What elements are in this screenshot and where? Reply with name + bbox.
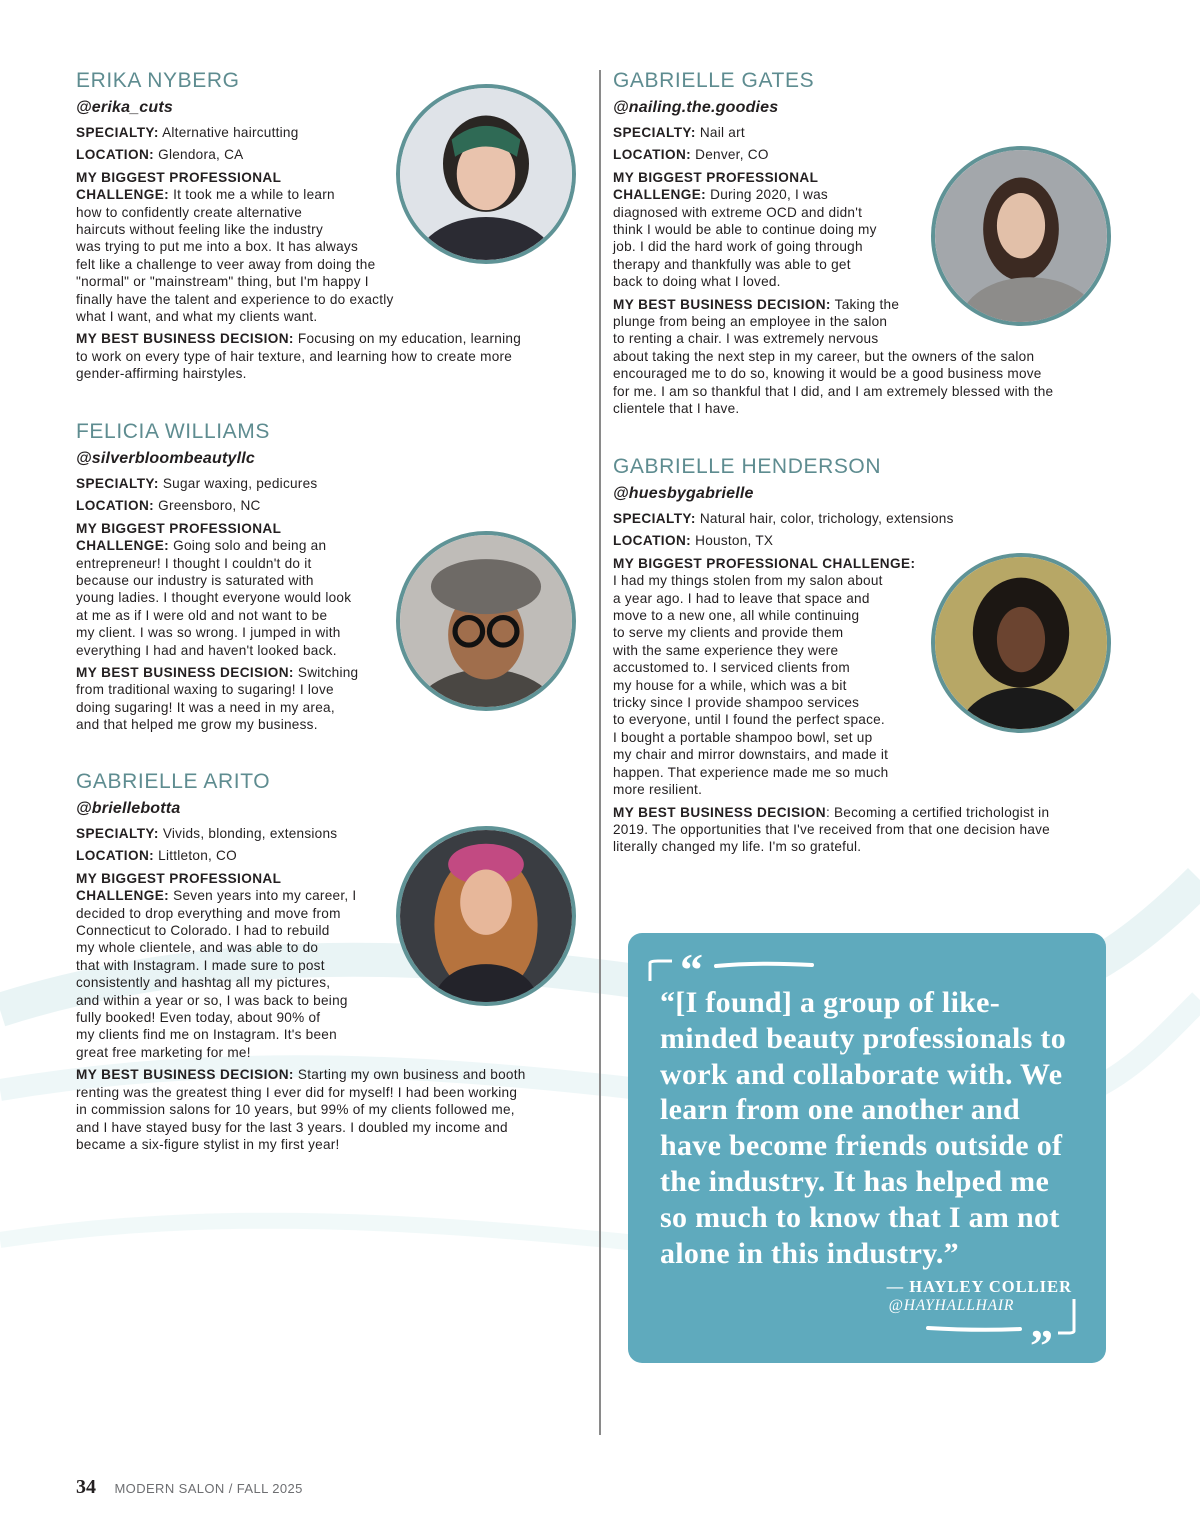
profile-location: LOCATION: Glendora, CA (76, 147, 244, 163)
magazine-issue: MODERN SALON / FALL 2025 (114, 1481, 303, 1496)
quote-attribution (887, 1277, 1072, 1315)
portrait-photo-gabrielle-arito (396, 826, 576, 1006)
profile-decision: MY BEST BUSINESS DECISION: Focusing on my education, learning to work on every type of hair texture, and learning how to create more gender-affirming hairstyles. (76, 331, 522, 382)
profile-challenge: MY BIGGEST PROFESSIONAL CHALLENGE: During 2020, I was diagnosed with extreme OCD and didn't think I would be able to continue doing my job. I did the hard work of going through therapy and thankfully was able to get back to doing what I loved. (613, 169, 877, 290)
profile-specialty: SPECIALTY: Nail art (613, 125, 745, 140)
column-divider (599, 70, 601, 1435)
profile-challenge: MY BIGGEST PROFESSIONAL CHALLENGE: Seven years into my career, I decided to drop everything and move from Connecticut to Colorado. I had to rebuild my whole clientele, and was able to do that with Instagram. I made sure to post consistently and hashtag all my pictures, and within a year or so, I was back to being fully booked! Even today, about 90% of my clients find me on Instagram. It's been great free marketing for me! (76, 870, 357, 1060)
profile-handle: @erika_cuts (76, 99, 173, 116)
portrait-photo-erika (396, 84, 576, 264)
profile-location: LOCATION: Greensboro, NC (76, 498, 261, 514)
profile-specialty: SPECIALTY: Sugar waxing, pedicures (76, 476, 318, 491)
quote-text: “[I found] a group of like- minded beauty professionals to work and collaborate with. We learn from one another and have become friends outside of the industry. It has helped me so much to know that I am not alone in this industry.” (660, 986, 1067, 1270)
profile-handle: @nailing.the.goodies (613, 99, 779, 116)
profile-name: ERIKA NYBERG (76, 69, 240, 92)
profile-specialty: SPECIALTY: Alternative haircutting (76, 125, 299, 140)
pull-quote (628, 933, 1106, 1363)
profile-name: GABRIELLE HENDERSON (613, 455, 882, 478)
profile-location: LOCATION: Houston, TX (613, 533, 774, 549)
close-quote-mark-icon: ” (1030, 1320, 1053, 1363)
portrait-photo-felicia (396, 531, 576, 711)
quote-author: — HAYLEY COLLIER (886, 1277, 1072, 1296)
portrait-photo-gabrielle-gates (931, 146, 1111, 326)
profile-decision: MY BEST BUSINESS DECISION: Becoming a certified trichologist in 2019. The opportunities that I've received from that one decision have literally changed my life. I'm so grateful. (613, 804, 1050, 855)
profile-location: LOCATION: Littleton, CO (76, 848, 237, 864)
profile-challenge: MY BIGGEST PROFESSIONAL CHALLENGE: I had my things stolen from my salon about a year ago. I had to leave that space and move to a new one, all while continuing to serve my clients and provide them with the same experience they were accustomed to. I serviced clients from my house for a while, which was a bit tricky since I provide shampoo services to everyone, until I found the perfect space. I bought a portable shampoo bowl, set up my chair and mirror downstairs, and made it happen. That experience made me so much more resilient. (613, 555, 916, 798)
profile-specialty: SPECIALTY: Natural hair, color, trichology, extensions (613, 511, 954, 526)
profile-decision: MY BEST BUSINESS DECISION: Taking the plunge from being an employee in the salon to renting a chair. I was extremely nervous about taking the next step in my career, but the owners of the salon encouraged me to do so, knowing it would be a good business move for me. I am so thankful that I did, and I am extremely blessed with the clientele that I have. (613, 296, 1054, 417)
profile-specialty: SPECIALTY: Vivids, blonding, extensions (76, 826, 338, 841)
profile-decision: MY BEST BUSINESS DECISION: Starting my own business and booth renting was the greatest thing I ever did for myself! I had been working in commission salons for 10 years, but 99% of my clients followed me, and I have stayed busy for the last 3 years. I doubled my income and became a six-figure stylist in my first year! (76, 1067, 526, 1152)
profile-location: LOCATION: Denver, CO (613, 147, 769, 163)
page-folio (76, 1476, 303, 1498)
profile-name: GABRIELLE ARITO (76, 770, 271, 793)
profile-name: GABRIELLE GATES (613, 69, 815, 92)
page-number: 34 (76, 1476, 96, 1498)
profile-challenge: MY BIGGEST PROFESSIONAL CHALLENGE: Going solo and being an entrepreneur! I thought I couldn't do it because our industry is saturated with young ladies. I thought everyone would look at me as if I were old and not want to be my client. I was so wrong. I jumped in with everything I had and haven't looked back. (76, 520, 352, 658)
profile-name: FELICIA WILLIAMS (76, 420, 270, 443)
profile-handle: @briellebotta (76, 800, 181, 817)
profile-challenge: MY BIGGEST PROFESSIONAL CHALLENGE: It took me a while to learn how to confidently create alternative haircuts without feeling like the industry was trying to put me into a box. It has always felt like a challenge to veer away from doing the "normal" or "mainstream" thing, but I'm happy I finally have the talent and experience to do exactly what I want, and what my clients want. (76, 169, 394, 325)
profile-handle: @silverbloombeautyllc (76, 450, 255, 467)
open-quote-mark-icon: “ (680, 944, 703, 995)
profile-decision: MY BEST BUSINESS DECISION: Switching from traditional waxing to sugaring! I love doing sugaring! It was a need in my area, and that helped me grow my business. (76, 665, 359, 733)
portrait-photo-gabrielle-henderson (931, 553, 1111, 733)
profile-handle: @huesbygabrielle (613, 485, 754, 502)
quote-author-handle: @HAYHALLHAIR (888, 1297, 1015, 1314)
